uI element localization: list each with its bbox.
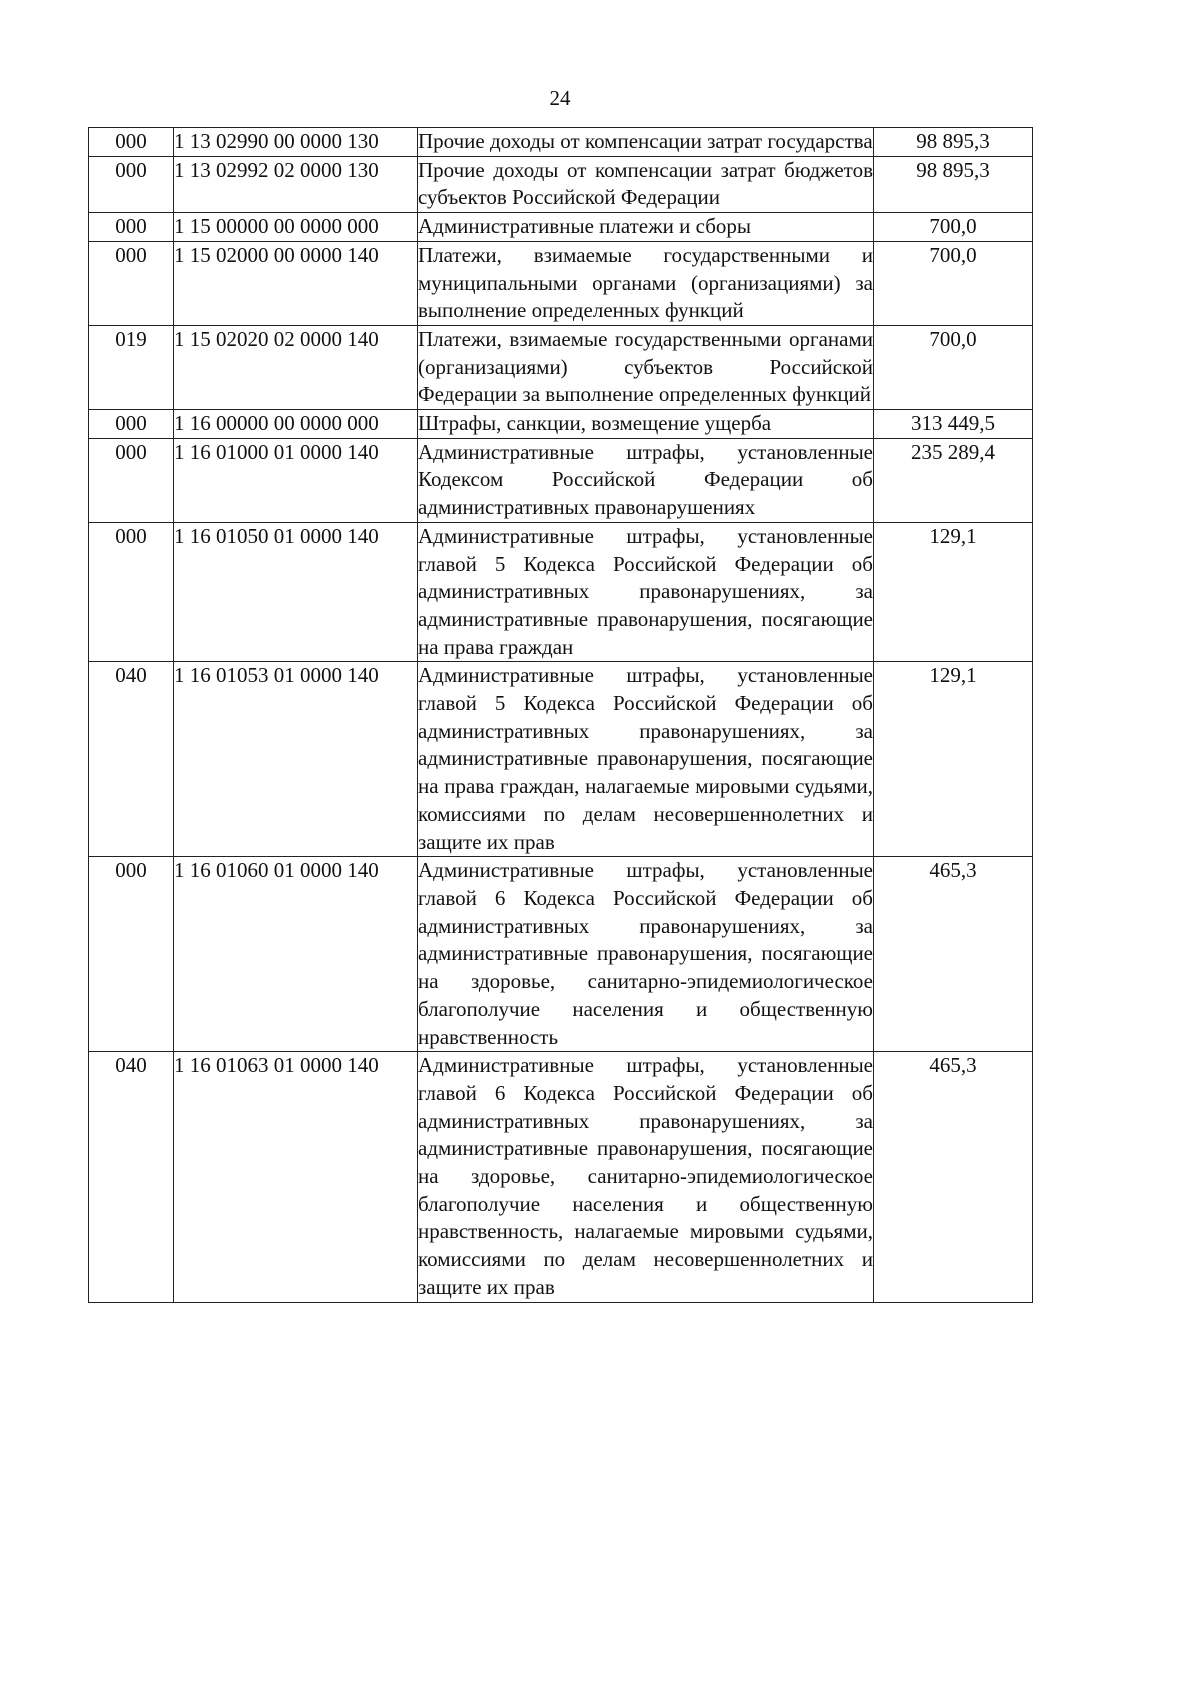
table-row bbox=[89, 325, 1033, 409]
budget-code-cell: 1 13 02990 00 0000 130 bbox=[174, 128, 418, 157]
budget-code-cell: 1 16 01060 01 0000 140 bbox=[174, 857, 418, 1052]
income-name-cell: Прочие доходы от компенсации затрат бюджетов субъектов Российской Федерации bbox=[418, 156, 874, 212]
table-row bbox=[89, 410, 1033, 439]
table-row bbox=[89, 156, 1033, 212]
income-name-cell: Штрафы, санкции, возмещение ущерба bbox=[418, 410, 874, 439]
income-name-cell: Административные штрафы, установленные главой 5 Кодекса Российской Федерации об административных правонарушениях, за административные правонарушения, посягающие на права граждан bbox=[418, 522, 874, 662]
income-name-cell: Административные штрафы, установленные главой 6 Кодекса Российской Федерации об административных правонарушениях, за административные правонарушения, посягающие на здоровье, санитарно-эпидемиологическое благополучие населения и общественную нравственность, налагаемые мировыми судьями, комиссиями по делам несовершеннолетних и защите их прав bbox=[418, 1052, 874, 1302]
income-name-cell: Административные штрафы, установленные Кодексом Российской Федерации об административных правонарушениях bbox=[418, 438, 874, 522]
income-name-cell: Административные штрафы, установленные главой 6 Кодекса Российской Федерации об административных правонарушениях, за административные правонарушения, посягающие на здоровье, санитарно-эпидемиологическое благополучие населения и общественную нравственность bbox=[418, 857, 874, 1052]
table-row bbox=[89, 662, 1033, 857]
budget-code-cell: 1 16 01053 01 0000 140 bbox=[174, 662, 418, 857]
amount-cell: 465,3 bbox=[874, 1052, 1033, 1302]
income-name-cell: Прочие доходы от компенсации затрат государства bbox=[418, 128, 874, 157]
budget-code-cell: 1 13 02992 02 0000 130 bbox=[174, 156, 418, 212]
amount-cell: 129,1 bbox=[874, 662, 1033, 857]
table-row bbox=[89, 857, 1033, 1052]
table-row bbox=[89, 213, 1033, 242]
revenue-table-body bbox=[89, 128, 1033, 1303]
amount-cell: 129,1 bbox=[874, 522, 1033, 662]
budget-code-cell: 1 15 02020 02 0000 140 bbox=[174, 325, 418, 409]
admin-code-cell: 000 bbox=[89, 241, 174, 325]
budget-code-cell: 1 15 02000 00 0000 140 bbox=[174, 241, 418, 325]
amount-cell: 98 895,3 bbox=[874, 156, 1033, 212]
amount-cell: 98 895,3 bbox=[874, 128, 1033, 157]
admin-code-cell: 040 bbox=[89, 662, 174, 857]
budget-code-cell: 1 16 01000 01 0000 140 bbox=[174, 438, 418, 522]
table-row bbox=[89, 241, 1033, 325]
admin-code-cell: 019 bbox=[89, 325, 174, 409]
revenue-table bbox=[88, 127, 1033, 1303]
amount-cell: 465,3 bbox=[874, 857, 1033, 1052]
income-name-cell: Административные платежи и сборы bbox=[418, 213, 874, 242]
amount-cell: 700,0 bbox=[874, 213, 1033, 242]
amount-cell: 700,0 bbox=[874, 241, 1033, 325]
table-row bbox=[89, 438, 1033, 522]
table-row bbox=[89, 1052, 1033, 1302]
admin-code-cell: 000 bbox=[89, 410, 174, 439]
income-name-cell: Платежи, взимаемые государственными и муниципальными органами (организациями) за выполнение определенных функций bbox=[418, 241, 874, 325]
admin-code-cell: 000 bbox=[89, 156, 174, 212]
table-row bbox=[89, 128, 1033, 157]
income-name-cell: Платежи, взимаемые государственными органами (организациями) субъектов Российской Федерации за выполнение определенных функций bbox=[418, 325, 874, 409]
amount-cell: 313 449,5 bbox=[874, 410, 1033, 439]
admin-code-cell: 000 bbox=[89, 522, 174, 662]
admin-code-cell: 000 bbox=[89, 128, 174, 157]
budget-code-cell: 1 16 01063 01 0000 140 bbox=[174, 1052, 418, 1302]
admin-code-cell: 040 bbox=[89, 1052, 174, 1302]
admin-code-cell: 000 bbox=[89, 857, 174, 1052]
income-name-cell: Административные штрафы, установленные главой 5 Кодекса Российской Федерации об административных правонарушениях, за административные правонарушения, посягающие на права граждан, налагаемые мировыми судьями, комиссиями по делам несовершеннолетних и защите их прав bbox=[418, 662, 874, 857]
budget-code-cell: 1 16 01050 01 0000 140 bbox=[174, 522, 418, 662]
table-row bbox=[89, 522, 1033, 662]
admin-code-cell: 000 bbox=[89, 213, 174, 242]
budget-code-cell: 1 15 00000 00 0000 000 bbox=[174, 213, 418, 242]
page-number: 24 bbox=[549, 86, 571, 110]
amount-cell: 235 289,4 bbox=[874, 438, 1033, 522]
budget-code-cell: 1 16 00000 00 0000 000 bbox=[174, 410, 418, 439]
amount-cell: 700,0 bbox=[874, 325, 1033, 409]
admin-code-cell: 000 bbox=[89, 438, 174, 522]
